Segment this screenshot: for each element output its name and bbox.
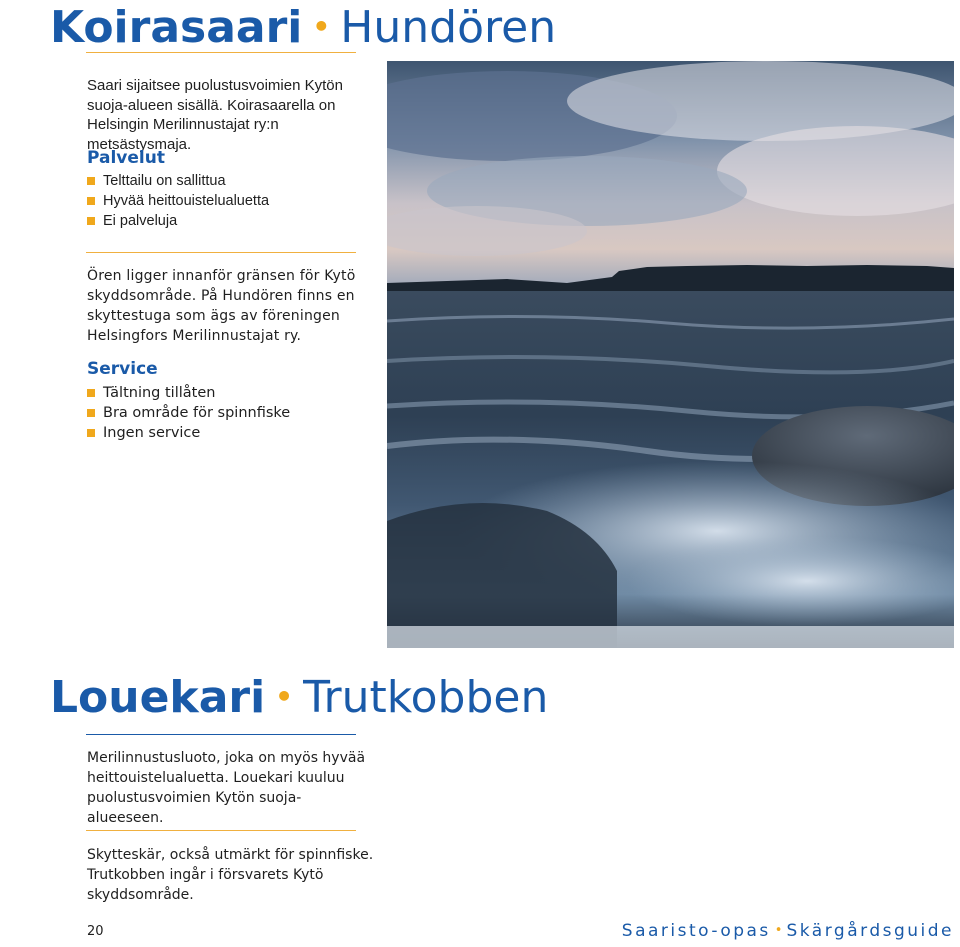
title-separator-dot: •	[312, 10, 331, 43]
title-finnish: Koirasaari	[50, 2, 303, 53]
services-list-swedish	[87, 383, 290, 443]
guide-title-finnish: Saaristo-opas	[621, 921, 771, 941]
intro-swedish: Ören ligger innanför gränsen för Kytö skyddsområde. På Hundören finns en skyttestuga som ägs av föreningen Helsingfors Merilinnustajat ry.	[87, 268, 356, 344]
divider	[86, 252, 356, 253]
list-item	[87, 171, 269, 191]
services-list-finnish	[87, 171, 269, 231]
services-heading-finnish: Palvelut	[87, 148, 165, 168]
list-item-label: Ingen service	[103, 425, 201, 441]
list-item	[87, 191, 269, 211]
stormy-sea-photo	[387, 61, 954, 648]
list-item	[87, 403, 290, 423]
bullet-square-icon	[87, 177, 95, 185]
text-finnish: Merilinnustusluoto, joka on myös hyvää heittouistelualuetta. Louekari kuuluu puolustusvoimien Kytön suoja-alueeseen.	[87, 750, 366, 826]
title-swedish: Hundören	[340, 2, 557, 53]
page-number: 20	[87, 924, 104, 939]
list-item	[87, 211, 269, 231]
list-item-label: Hyvää heittouistelualuetta	[103, 193, 270, 209]
guide-footer	[622, 921, 954, 941]
section-title-louekari	[50, 672, 549, 723]
services-heading-swedish: Service	[87, 359, 158, 379]
title-swedish: Trutkobben	[303, 672, 549, 723]
footer-separator-dot: •	[774, 923, 783, 938]
guide-title-swedish: Skärgårdsguide	[786, 921, 954, 941]
list-item	[87, 383, 290, 403]
section-title-koirasaari	[50, 2, 557, 53]
bullet-square-icon	[87, 409, 95, 417]
bullet-square-icon	[87, 217, 95, 225]
title-finnish: Louekari	[50, 672, 266, 723]
divider	[86, 52, 356, 53]
list-item-label: Bra område för spinnfiske	[103, 405, 291, 421]
list-item	[87, 423, 290, 443]
divider	[86, 734, 356, 735]
list-item-label: Tältning tillåten	[103, 385, 216, 401]
intro-finnish: Saari sijaitsee puolustusvoimien Kytön suoja-alueen sisällä. Koirasaarella on Helsingin Merilinnustajat ry:n metsästysmaja.	[87, 77, 343, 153]
list-item-label: Ei palveluja	[103, 213, 178, 229]
bullet-square-icon	[87, 197, 95, 205]
title-separator-dot: •	[275, 680, 294, 713]
bullet-square-icon	[87, 429, 95, 437]
list-item-label: Telttailu on sallittua	[103, 173, 226, 189]
divider	[86, 830, 356, 831]
bullet-square-icon	[87, 389, 95, 397]
text-swedish: Skytteskär, också utmärkt för spinnfiske. Trutkobben ingår i försvarets Kytö skyddsområde.	[87, 847, 374, 903]
